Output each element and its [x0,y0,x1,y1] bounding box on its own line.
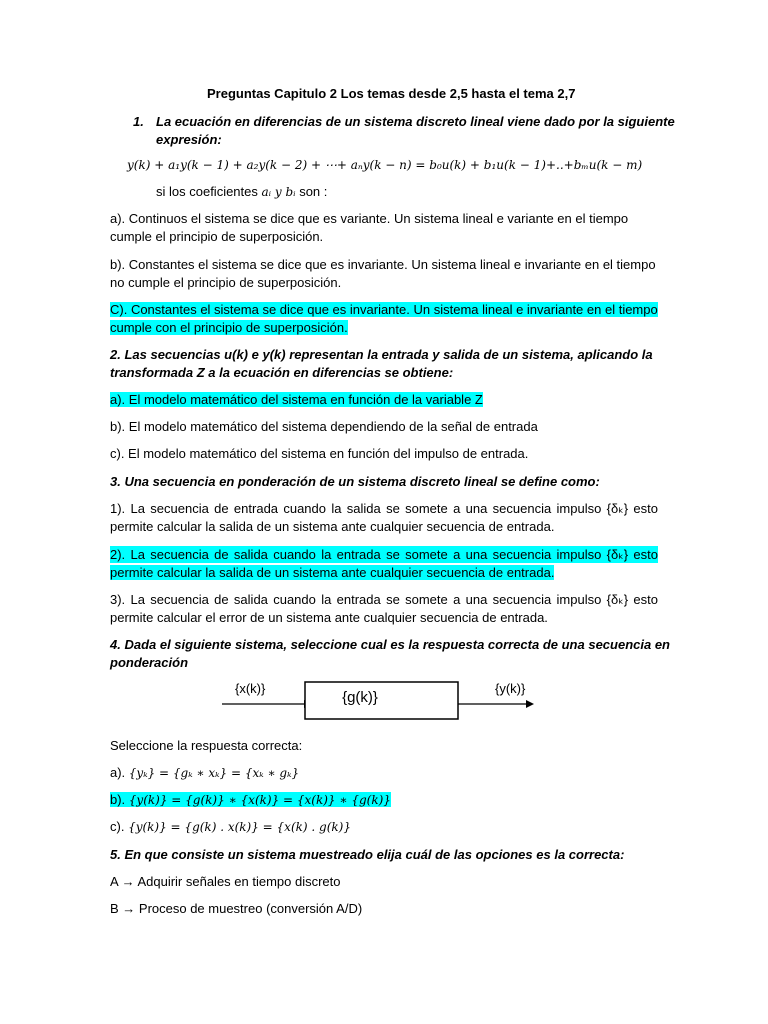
q2-option-c: c). El modelo matemático del sistema en función del impulso de entrada. [110,446,529,461]
q1-option-c-text1: C). Constantes el sistema se dice que es invariante. Un sistema lineal e invariante en el tiempo [110,302,658,317]
q5-option-b: B → Proceso de muestreo (conversión A/D) [110,901,363,916]
q3-statement: 3. Una secuencia en ponderación de un sistema discreto lineal se define como: [110,474,600,489]
q1-statement-line1: La ecuación en diferencias de un sistema discreto lineal viene dado por la siguiente [156,114,675,129]
block-diagram [220,672,540,732]
q1-coef-text-pre: si los coeficientes [156,184,262,199]
q4-option-a [110,764,299,782]
q5-statement: 5. En que consiste un sistema muestreado elija cuál de las opciones es la correcta: [110,847,625,862]
q4-option-a-label: a). [110,765,129,780]
q4-option-c-math: {y(k)} = {g(k) . x(k)} = {x(k) . g(k)} [128,820,351,834]
q1-option-b-line2: no cumple el principio de superposición. [110,275,342,290]
q3-option-2-line2 [110,564,554,581]
q1-coefficients-line [156,183,327,201]
q1-option-b-line1: b). Constantes el sistema se dice que es invariante. Un sistema lineal e invariante en el tiempo [110,257,656,272]
q2-option-a-text: a). El modelo matemático del sistema en función de la variable Z [110,392,483,407]
q1-option-c-text2: cumple con el principio de superposición. [110,320,348,335]
q3-option-3-line1: 3). La secuencia de salida cuando la entrada se somete a una secuencia impulso {δₖ} esto [110,592,658,607]
q3-option-1-line2: permite calcular la salida de un sistema ante cualquier secuencia de entrada. [110,519,555,534]
q4-statement-line1: 4. Dada el siguiente sistema, seleccione cual es la respuesta correcta de una secuencia en [110,637,670,652]
q4-option-a-math: {yₖ} = {gₖ ∗ xₖ} = {xₖ ∗ gₖ} [128,766,300,780]
q1-number: 1. [133,114,144,129]
q1-option-c-line2 [110,319,348,336]
q2-statement-line1: 2. Las secuencias u(k) e y(k) representan la entrada y salida de un sistema, aplicando la [110,347,653,362]
q4-option-b-label: b). [110,792,129,807]
block-diagram-svg [220,672,540,732]
q1-option-a-line1: a). Continuos el sistema se dice que es variante. Un sistema lineal e variante en el tiempo [110,211,629,226]
q1-option-c-line1 [110,301,658,318]
q3-option-3-line2: permite calcular el error de un sistema ante cualquier secuencia de entrada. [110,610,548,625]
q1-option-a-line2: cumple el principio de superposición. [110,229,324,244]
q4-option-c [110,818,351,836]
diagram-input-label: {x(k)} [235,681,266,696]
diagram-output-label: {y(k)} [495,681,526,696]
q4-option-b-math: {y(k)} = {g(k)} ∗ {x(k)} = {x(k)} ∗ {g(k)} [128,793,391,807]
system-block [305,682,458,719]
page-title: Preguntas Capitulo 2 Los temas desde 2,5 hasta el tema 2,7 [207,86,576,101]
diagram-block-text: {g(k)} [342,689,378,706]
q4-prompt: Seleccione la respuesta correcta: [110,738,303,753]
q4-statement-line2: ponderación [110,655,189,670]
q2-statement-line2: transformada Z a la ecuación en diferencias se obtiene: [110,365,454,380]
q1-difference-equation: y(k) + a₁y(k − 1) + a₂y(k − 2) + ⋯+ aₙy(k − n) = b₀u(k) + b₁u(k − 1)+..+bₘu(k − m) [127,158,643,172]
q1-coef-math: aᵢ y bᵢ [261,185,296,199]
q3-option-1-line1: 1). La secuencia de entrada cuando la salida se somete a una secuencia impulso {δₖ} esto [110,501,658,516]
q2-option-b: b). El modelo matemático del sistema dependiendo de la señal de entrada [110,419,538,434]
q5-option-a: A → Adquirir señales en tiempo discreto [110,874,341,889]
q3-option-2-text2: permite calcular la salida de un sistema ante cualquier secuencia de entrada. [110,565,555,580]
output-arrow-head [526,700,534,708]
q4-option-c-label: c). [110,819,129,834]
q1-coef-text-post: son : [295,184,328,199]
q2-option-a [110,391,483,408]
q1-statement-line2: expresión: [156,132,222,147]
q4-option-b [110,791,391,809]
q3-option-2-line1: 2). La secuencia de salida cuando la entrada se somete a una secuencia impulso {δₖ} esto [110,547,658,562]
